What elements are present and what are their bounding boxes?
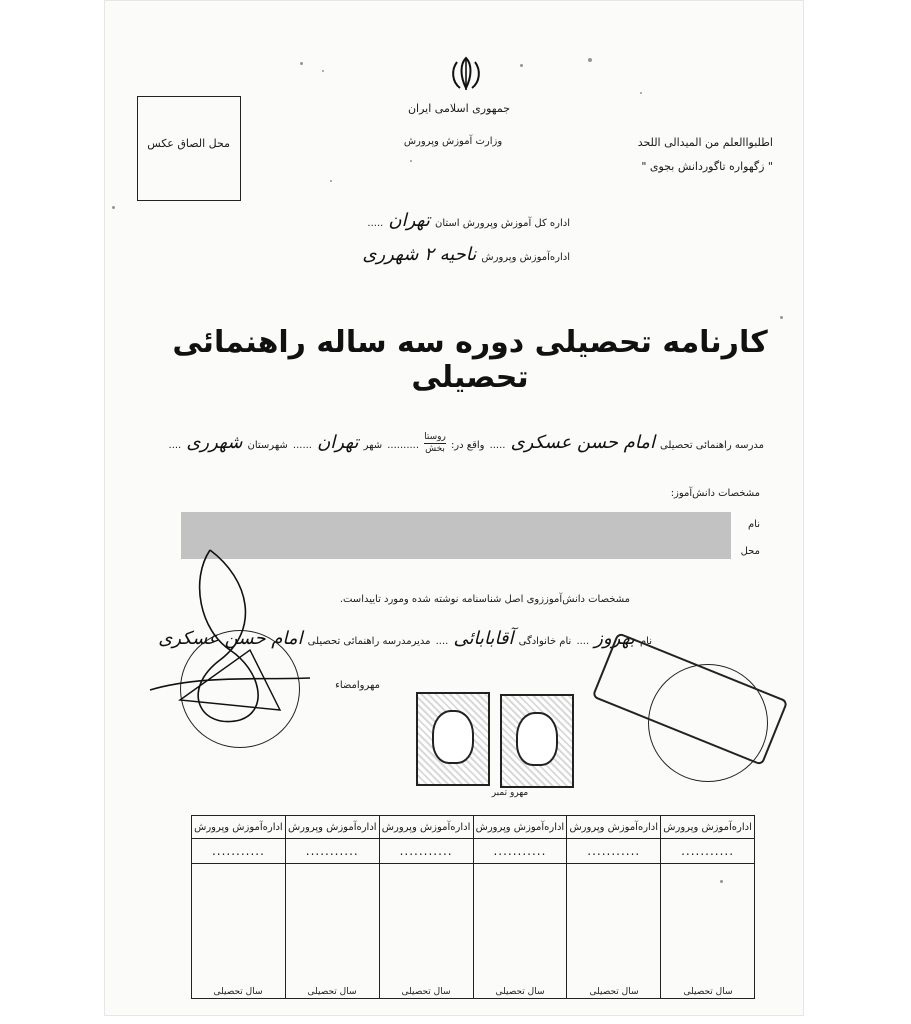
table-cell xyxy=(192,864,286,999)
table-header: اداره‌آموزش وپرورش xyxy=(661,816,755,839)
student-name-label: نام xyxy=(747,519,760,530)
first-name-value: بهروز xyxy=(594,628,635,649)
table-footer-label: سال تحصیلی xyxy=(495,987,545,997)
province-value: تهران xyxy=(388,210,430,231)
table-header: اداره‌آموزش وپرورش xyxy=(567,816,661,839)
section-label: بخش xyxy=(425,444,445,454)
table-dots: ........... xyxy=(379,839,473,864)
table-cell xyxy=(285,864,379,999)
province-label: اداره کل آموزش وپرورش استان xyxy=(434,218,570,229)
director-label: مدیرمدرسه راهنمائی تحصیلی xyxy=(307,636,431,647)
table-footer-label: سال تحصیلی xyxy=(589,987,639,997)
county-value: شهرری xyxy=(186,432,243,453)
school-label: مدرسه راهنمائی تحصیلی xyxy=(660,440,764,451)
table-header: اداره‌آموزش وپرورش xyxy=(379,816,473,839)
family-value: آقابابائی xyxy=(453,628,514,649)
photo-box xyxy=(137,96,241,201)
table-cell xyxy=(473,864,567,999)
photo-label: محل الصاق عکس xyxy=(147,137,230,150)
revenue-stamp-right xyxy=(500,694,574,788)
table-dots: ........... xyxy=(661,839,755,864)
director-value: امام حسن عسکری xyxy=(158,628,303,649)
located-label: واقع در: xyxy=(450,440,485,451)
signature-scribble xyxy=(140,540,320,740)
table-header: اداره‌آموزش وپرورش xyxy=(285,816,379,839)
motto-line-2: " زگهواره تاگوردانش بجوی " xyxy=(641,160,773,173)
seal-label: مهروامضاء xyxy=(335,680,380,691)
district-line xyxy=(300,244,570,265)
table-footer-row xyxy=(191,987,755,1001)
document-title: کارنامه تحصیلی دوره سه ساله راهنمائی تحصیلی xyxy=(172,325,768,395)
table-dots: ........... xyxy=(473,839,567,864)
student-section-label: مشخصات دانش‌آموز: xyxy=(670,488,760,499)
table-cell xyxy=(567,864,661,999)
school-value: امام حسن عسکری xyxy=(510,432,655,453)
table-header: اداره‌آموزش وپرورش xyxy=(473,816,567,839)
first-name-label: نام xyxy=(639,636,652,647)
city-value: تهران xyxy=(317,432,359,453)
city-label: شهر xyxy=(363,440,383,451)
school-line: مدرسه راهنمائی تحصیلی امام حسن عسکری ..... واقع در: روستا بخش .......... شهر تهران ...... شهرستان شهرری .... xyxy=(168,432,764,454)
county-label: شهرستان xyxy=(247,440,288,451)
table-footer-label: سال تحصیلی xyxy=(683,987,733,997)
signature-line: نام بهروز .... نام خانوادگی آقابابائی .... مدیرمدرسه راهنمائی تحصیلی امام حسن عسکری xyxy=(158,628,652,649)
table-footer-label: سال تحصیلی xyxy=(213,987,263,997)
province-line: اداره کل آموزش وپرورش استان تهران ..... xyxy=(367,210,570,231)
student-place-label: محل xyxy=(740,546,760,557)
office-oval-stamp xyxy=(648,664,768,782)
verification-text: مشخصات دانش‌آموززوی اصل شناسنامه نوشته شده ومورد تاییداست. xyxy=(339,594,630,605)
table-dots: ........... xyxy=(285,839,379,864)
offices-table xyxy=(191,815,755,999)
stamp-label: مهرو تمبر xyxy=(491,788,529,798)
iran-emblem-icon xyxy=(446,54,486,94)
district-value: ناحیه ۲ شهرری xyxy=(362,244,477,265)
table-footer-label: سال تحصیلی xyxy=(307,987,357,997)
revenue-stamp-left xyxy=(416,692,490,786)
table-cell xyxy=(379,864,473,999)
republic-text: جمهوری اسلامی ایران xyxy=(407,102,511,115)
table-header: اداره‌آموزش وپرورش xyxy=(192,816,286,839)
table-footer-label: سال تحصیلی xyxy=(401,987,451,997)
table-dots: ........... xyxy=(192,839,286,864)
table-dots: ........... xyxy=(567,839,661,864)
family-label: نام خانوادگی xyxy=(518,636,572,647)
table-cell xyxy=(661,864,755,999)
district-label: اداره‌آموزش وپرورش xyxy=(481,252,570,263)
village-label: روستا xyxy=(424,432,446,442)
ministry-text: وزارت آموزش وپرورش xyxy=(403,136,503,147)
motto-line-1: اطلبواالعلم من المیدالی اللحد xyxy=(637,136,773,149)
